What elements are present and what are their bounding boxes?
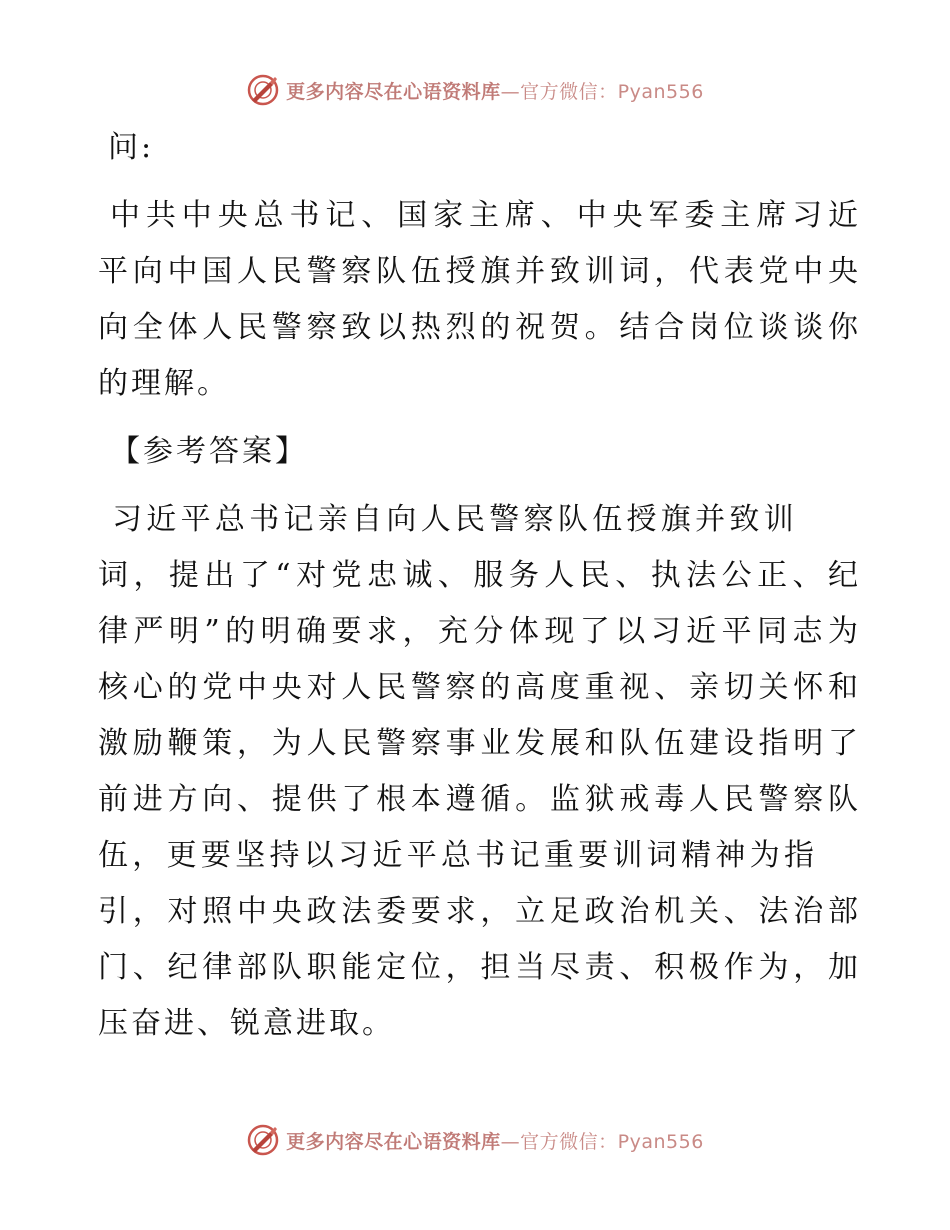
answer-line: 压奋进、锐意进取。 bbox=[98, 1006, 395, 1041]
answer-line: 核心的党中央对人民警察的高度重视、亲切关怀和 bbox=[98, 670, 858, 705]
answer-line: 词，提出了“对党忠诚、服务人民、执法公正、纪 bbox=[98, 558, 858, 593]
question-line: 向全体人民警察致以热烈的祝贺。结合岗位谈谈你 bbox=[98, 310, 858, 345]
banner-separator: — bbox=[500, 1130, 521, 1153]
question-label: 问: bbox=[108, 130, 155, 165]
answer-heading: 【参考答案】 bbox=[110, 434, 308, 469]
brand-logo-icon bbox=[246, 73, 280, 107]
question-line: 平向中国人民警察队伍授旗并致训词，代表党中央 bbox=[98, 254, 858, 289]
banner-brand: 更多内容尽在心语资料库 bbox=[286, 1130, 501, 1153]
banner-text bbox=[286, 1127, 704, 1154]
brand-logo-icon bbox=[246, 1123, 280, 1157]
banner-wechat: 官方微信：Pyan556 bbox=[520, 80, 704, 103]
question-line: 中共中央总书记、国家主席、中央军委主席习近 bbox=[110, 198, 858, 233]
footer-banner bbox=[0, 1120, 950, 1160]
question-line: 的理解。 bbox=[98, 366, 230, 401]
document-body bbox=[98, 120, 858, 1052]
answer-line: 伍，更要坚持以习近平总书记重要训词精神为指 bbox=[98, 838, 819, 873]
header-banner bbox=[0, 70, 950, 110]
answer-line: 律严明”的明确要求，充分体现了以习近平同志为 bbox=[98, 614, 858, 649]
answer-line: 门、纪律部队职能定位，担当尽责、积极作为，加 bbox=[98, 950, 858, 985]
answer-line: 激励鞭策，为人民警察事业发展和队伍建设指明了 bbox=[98, 726, 858, 761]
answer-line: 引，对照中央政法委要求，立足政治机关、法治部 bbox=[98, 894, 858, 929]
banner-separator: — bbox=[500, 80, 521, 103]
banner-wechat: 官方微信：Pyan556 bbox=[520, 1130, 704, 1153]
banner-text bbox=[286, 77, 704, 104]
answer-line: 前进方向、提供了根本遵循。监狱戒毒人民警察队 bbox=[98, 782, 858, 817]
banner-brand: 更多内容尽在心语资料库 bbox=[286, 80, 501, 103]
answer-line: 习近平总书记亲自向人民警察队伍授旗并致训 bbox=[112, 502, 798, 537]
